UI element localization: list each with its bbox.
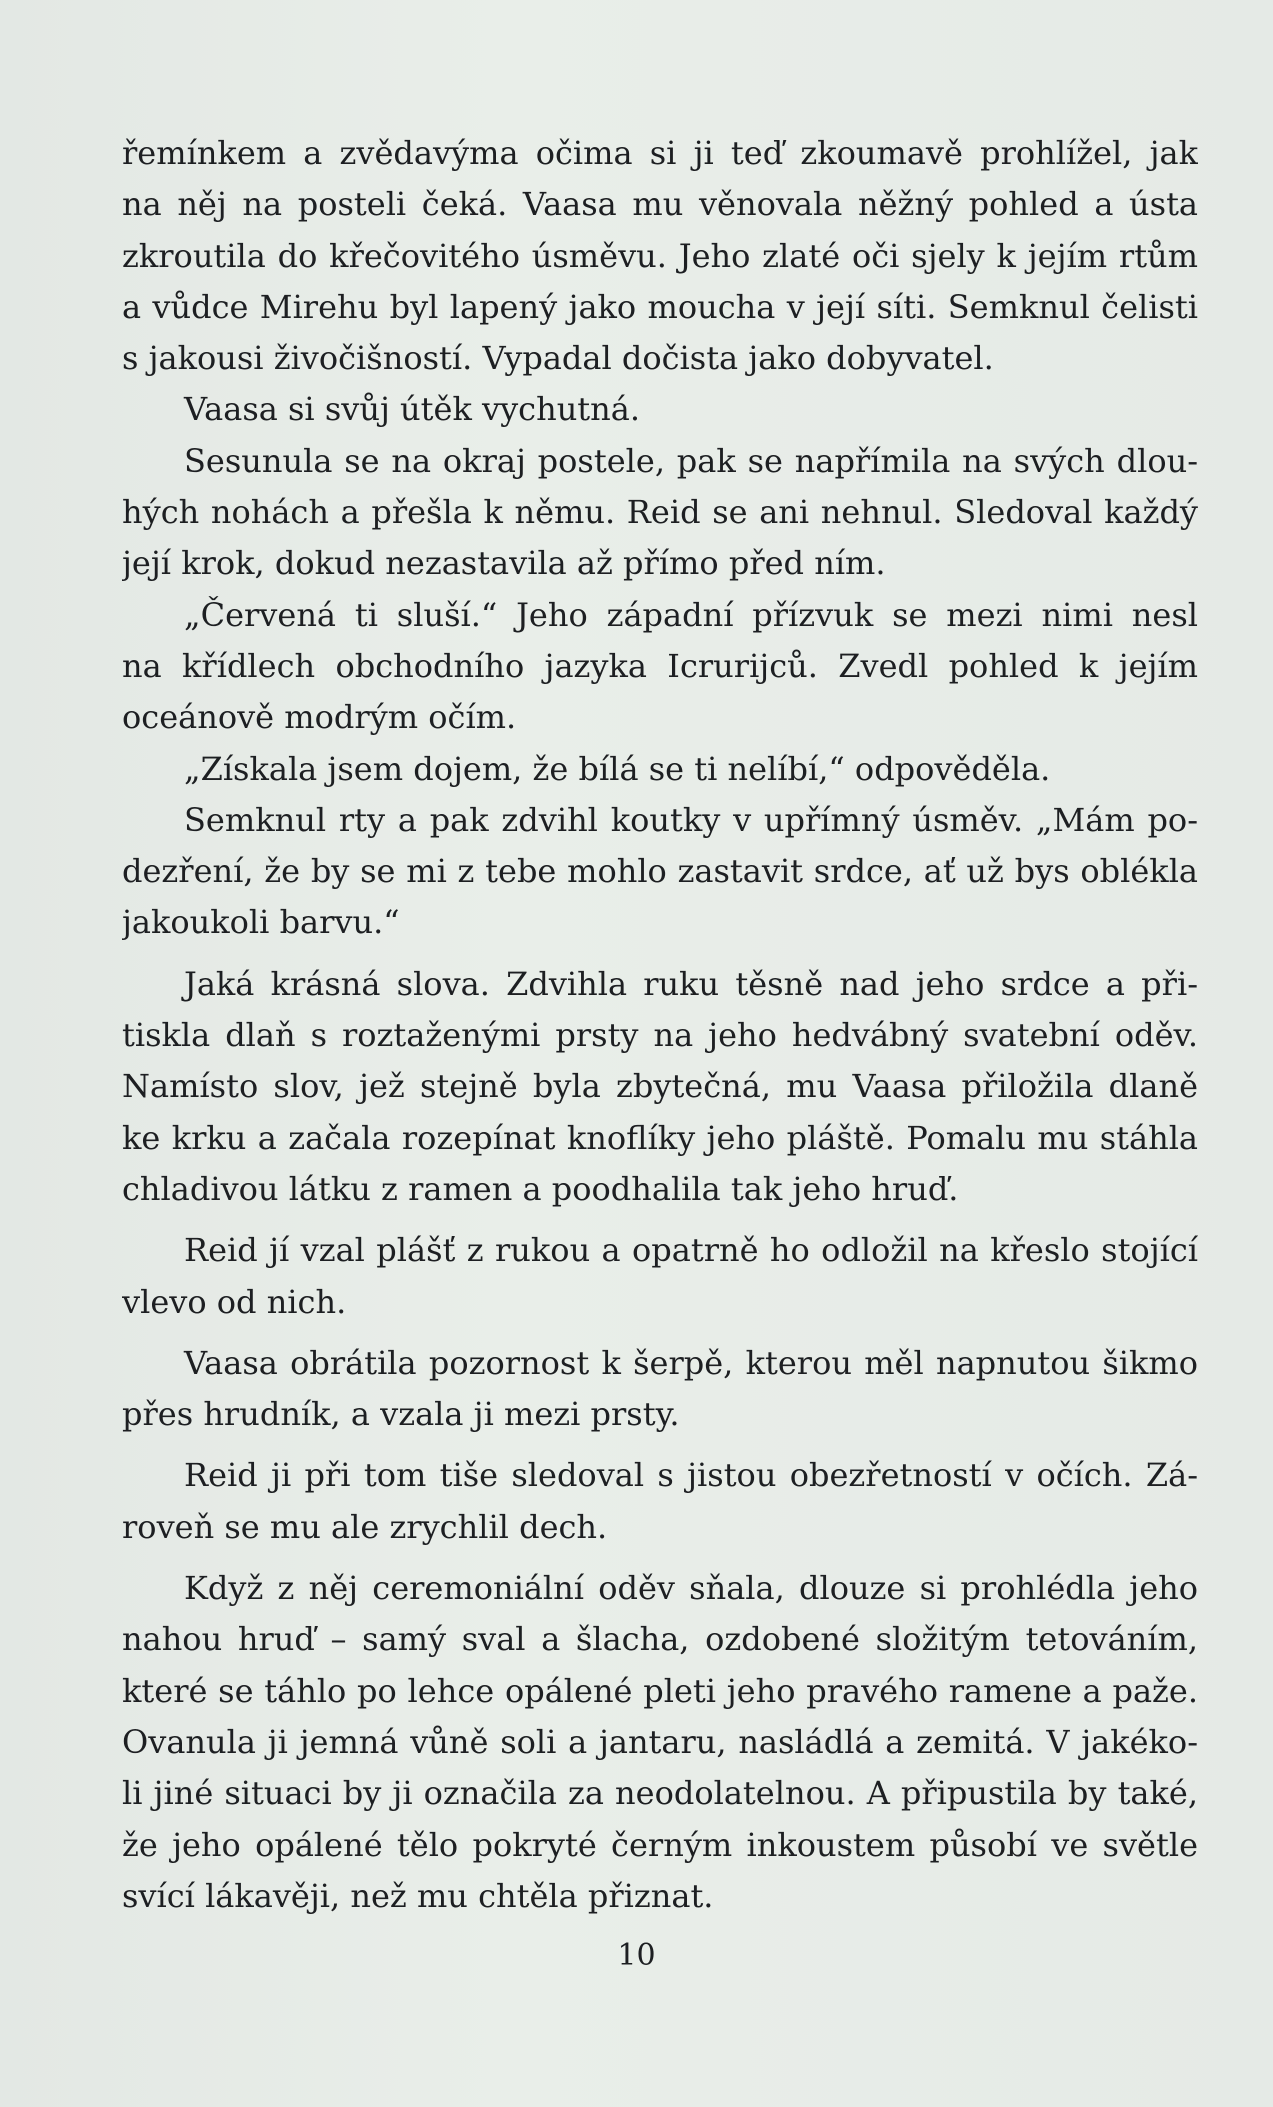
text-line: Sesunula se na okraj postele, pak se napřímila na svých dlou- <box>184 441 1198 480</box>
text-line: na křídlech obchodního jazyka Icrurijců. Zvedl pohled k jejím <box>122 646 1198 685</box>
text-line: Reid jí vzal plášť z rukou a opatrně ho odložil na křeslo stojící <box>184 1231 1198 1270</box>
text-line: svící lákavěji, než mu chtěla přiznat. <box>122 1876 714 1915</box>
text-line: roveň se mu ale zrychlil dech. <box>122 1507 608 1546</box>
text-line: chladivou látku z ramen a poodhalila tak jeho hruď. <box>122 1169 959 1208</box>
text-line: Namísto slov, jež stejně byla zbytečná, mu Vaasa přiložila dlaně <box>122 1067 1198 1106</box>
text-line: ke krku a začala rozepínat knoflíky jeho pláště. Pomalu mu stáhla <box>122 1118 1198 1157</box>
text-line: dezření, že by se mi z tebe mohlo zastavit srdce, ať už bys oblékla <box>122 852 1198 891</box>
page-number: 10 <box>617 1938 656 1973</box>
text-line: zkroutila do křečovitého úsměvu. Jeho zlaté oči sjely k jejím rtům <box>122 236 1198 275</box>
text-line: Semknul rty a pak zdvihl koutky v upřímný úsměv. „Mám po- <box>184 800 1198 839</box>
text-line: li jiné situaci by ji označila za neodolatelnou. A připustila by také, <box>122 1774 1198 1813</box>
text-line: řemínkem a zvědavýma očima si ji teď zkoumavě prohlížel, jak <box>122 134 1198 172</box>
text-line: jakoukoli barvu.“ <box>122 903 400 942</box>
text-line: které se táhlo po lehce opálené pleti jeho pravého ramene a paže. <box>122 1671 1198 1710</box>
text-line: hých nohách a přešla k němu. Reid se ani nehnul. Sledoval každý <box>122 493 1198 532</box>
text-line: a vůdce Mirehu byl lapený jako moucha v její síti. Semknul čelisti <box>122 287 1198 326</box>
text-line: Vaasa si svůj útěk vychutná. <box>184 390 641 429</box>
text-line: přes hrudník, a vzala ji mezi prsty. <box>122 1395 680 1434</box>
text-line: na něj na posteli čeká. Vaasa mu věnovala něžný pohled a ústa <box>122 185 1198 224</box>
text-line: oceánově modrým očím. <box>122 698 517 737</box>
text-line: Vaasa obrátila pozornost k šerpě, kterou měl napnutou šikmo <box>184 1343 1198 1382</box>
text-line: tiskla dlaň s roztaženými prsty na jeho hedvábný svatební oděv. <box>122 1016 1198 1055</box>
page-text <box>122 128 1198 1922</box>
text-line: s jakousi živočišností. Vypadal dočista jako dobyvatel. <box>122 339 994 378</box>
text-line: Ovanula ji jemná vůně soli a jantaru, nasládlá a zemitá. V jakéko- <box>122 1722 1198 1761</box>
text-line: nahou hruď – samý sval a šlacha, ozdobené složitým tetováním, <box>122 1620 1198 1659</box>
text-line: „Získala jsem dojem, že bílá se ti nelíbí,“ odpověděla. <box>184 749 1051 788</box>
text-line: „Červená ti sluší.“ Jeho západní přízvuk se mezi nimi nesl <box>184 595 1198 634</box>
text-line: Reid ji při tom tiše sledoval s jistou obezřetností v očích. Zá- <box>184 1456 1198 1495</box>
text-line: Jaká krásná slova. Zdvihla ruku těsně nad jeho srdce a při- <box>184 964 1198 1003</box>
text-line: vlevo od nich. <box>122 1282 347 1321</box>
text-line: její krok, dokud nezastavila až přímo před ním. <box>122 544 886 583</box>
text-line: Když z něj ceremoniální oděv sňala, dlouze si prohlédla jeho <box>184 1569 1198 1608</box>
text-line: že jeho opálené tělo pokryté černým inkoustem působí ve světle <box>122 1825 1198 1864</box>
